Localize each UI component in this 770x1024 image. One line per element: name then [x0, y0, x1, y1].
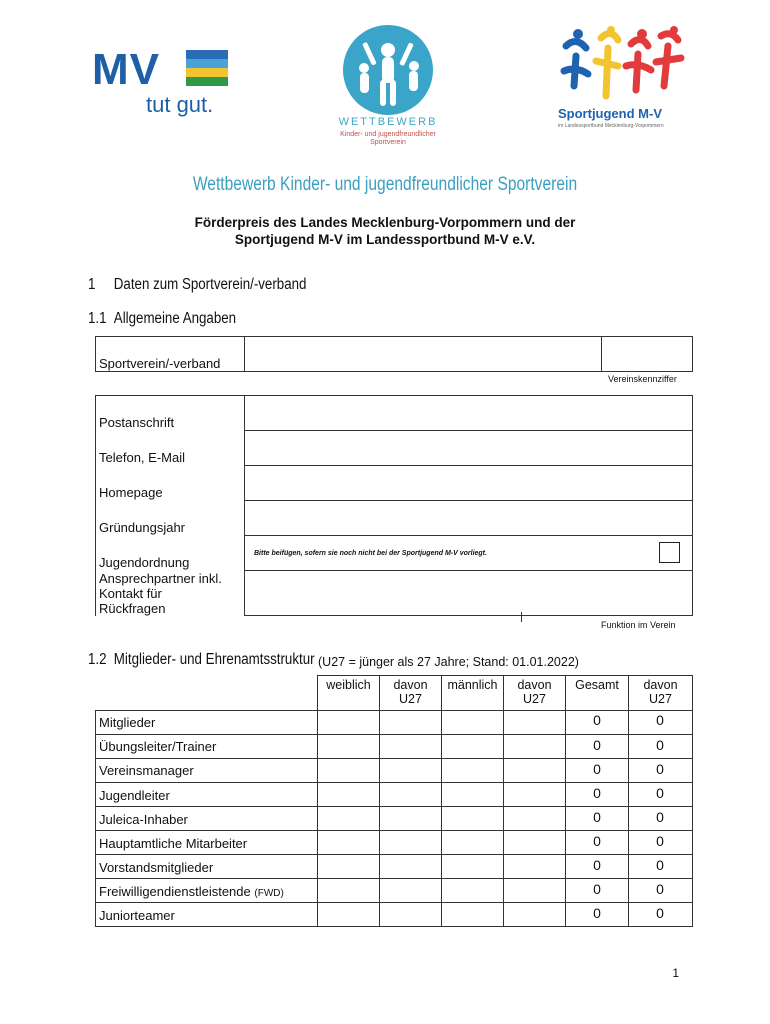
- cell-female-u27-row-6[interactable]: [380, 855, 441, 878]
- cell-female-u27-row-2[interactable]: [380, 759, 441, 782]
- col-header-male-u27: [504, 678, 565, 706]
- contact-label-line-1: Ansprechpartner inkl.: [99, 571, 222, 586]
- wettbewerb-logo: [328, 24, 448, 152]
- row-label-volunteers: [99, 884, 284, 899]
- club-id-field[interactable]: [601, 336, 693, 372]
- row-managers-total-u27: 0: [656, 761, 664, 777]
- wettbewerb-logo-sub2: Sportverein: [370, 139, 406, 146]
- cell-female-row-7[interactable]: [318, 879, 379, 902]
- row-trainers-total-u27: 0: [656, 737, 664, 753]
- row-junior-team-total: 0: [593, 905, 601, 921]
- cell-female-u27-row-4[interactable]: [380, 807, 441, 830]
- row-volunteers-total: 0: [593, 881, 601, 897]
- cell-female-u27-row-8[interactable]: [380, 903, 441, 926]
- document-subtitle: [0, 214, 770, 248]
- homepage-field[interactable]: [245, 466, 692, 500]
- document-title: Wettbewerb Kinder- und jugendfreundlicher Sportverein: [192, 174, 578, 195]
- cell-male-row-2[interactable]: [442, 759, 503, 782]
- contact-field[interactable]: [245, 571, 692, 615]
- section-1-2-heading: [88, 651, 351, 669]
- col-header-male-u27-a: davon: [517, 678, 552, 692]
- wettbewerb-logo-subtitle: [328, 131, 448, 147]
- cell-female-row-2[interactable]: [318, 759, 379, 782]
- col-header-female-u27-b: U27: [399, 692, 422, 706]
- row-juleica-total-u27: 0: [656, 809, 664, 825]
- role-caption: Funktion im Verein: [601, 620, 676, 630]
- row-staff-total: 0: [593, 833, 601, 849]
- col-header-total-u27-a: davon: [643, 678, 678, 692]
- section-1-1-title: Allgemeine Angaben: [113, 310, 237, 327]
- mv-logo-letters: MV: [92, 45, 160, 94]
- row-label-volunteers-text: Freiwilligendienstleistende: [99, 884, 251, 899]
- section-1-2-note: (U27 = jünger als 27 Jahre; Stand: 01.01.2022): [318, 655, 579, 669]
- youth-rules-note: Bitte beifügen, sofern sie noch nicht bei der Sportjugend M-V vorliegt.: [254, 550, 487, 557]
- cell-male-u27-row-3[interactable]: [504, 783, 565, 806]
- wettbewerb-logo-word: WETTBEWERB: [338, 116, 438, 128]
- sportjugend-figures-icon: [556, 26, 688, 104]
- contact-label-line-3: Rückfragen: [99, 601, 166, 616]
- founded-label: Gründungsjahr: [99, 520, 185, 535]
- row-youth-leaders-total-u27: 0: [656, 785, 664, 801]
- section-1-heading: [88, 276, 306, 294]
- youth-rules-label: Jugendordnung: [99, 555, 190, 570]
- row-members-total-u27: 0: [656, 712, 664, 728]
- row-junior-team-total-u27: 0: [656, 905, 664, 921]
- cell-female-row-0[interactable]: [318, 711, 379, 734]
- row-label-trainers: Übungsleiter/Trainer: [99, 739, 217, 754]
- founded-year-field[interactable]: [245, 501, 692, 535]
- section-1-1-heading: [88, 310, 236, 328]
- row-label-managers: Vereinsmanager: [99, 763, 194, 778]
- cell-male-u27-row-4[interactable]: [504, 807, 565, 830]
- page-number: 1: [672, 966, 679, 980]
- cell-female-row-3[interactable]: [318, 783, 379, 806]
- youth-rules-checkbox[interactable]: [659, 542, 680, 563]
- cell-male-u27-row-1[interactable]: [504, 735, 565, 758]
- row-volunteers-total-u27: 0: [656, 881, 664, 897]
- row-juleica-total: 0: [593, 809, 601, 825]
- cell-female-u27-row-3[interactable]: [380, 783, 441, 806]
- row-board-total-u27: 0: [656, 857, 664, 873]
- subtitle-line-1: Förderpreis des Landes Mecklenburg-Vorpommern und der: [194, 215, 576, 230]
- cell-male-row-1[interactable]: [442, 735, 503, 758]
- section-1-title: Daten zum Sportverein/-verband: [113, 276, 307, 293]
- section-1-number: 1: [88, 276, 96, 293]
- row-label-staff: Hauptamtliche Mitarbeiter: [99, 836, 248, 851]
- row-youth-leaders-total: 0: [593, 785, 601, 801]
- cell-male-row-7[interactable]: [442, 879, 503, 902]
- sportjugend-logo: [552, 26, 692, 132]
- row-label-youth-leaders: Jugendleiter: [99, 788, 170, 803]
- cell-female-row-4[interactable]: [318, 807, 379, 830]
- col-header-male-u27-b: U27: [523, 692, 546, 706]
- col-header-female: weiblich: [326, 678, 371, 692]
- cell-female-u27-row-0[interactable]: [380, 711, 441, 734]
- cell-male-u27-row-8[interactable]: [504, 903, 565, 926]
- sportjugend-logo-sub: im Landessportbund Mecklenburg-Vorpommern: [558, 123, 664, 129]
- col-header-female-u27-a: davon: [393, 678, 428, 692]
- col-header-total-u27: [629, 678, 692, 706]
- contact-label-line-2: Kontakt für: [99, 586, 162, 601]
- wettbewerb-logo-sub1: Kinder- und jugendfreundlicher: [340, 131, 436, 138]
- row-trainers-total: 0: [593, 737, 601, 753]
- section-1-1-number: 1.1: [88, 310, 107, 327]
- cell-male-u27-row-7[interactable]: [504, 879, 565, 902]
- row-staff-total-u27: 0: [656, 833, 664, 849]
- section-1-2-number: 1.2: [88, 651, 107, 668]
- club-label: Sportverein/-verband: [99, 356, 221, 371]
- cell-female-row-1[interactable]: [318, 735, 379, 758]
- row-managers-total: 0: [593, 761, 601, 777]
- section-1-2-heading-text: [88, 651, 315, 669]
- cell-male-row-0[interactable]: [442, 711, 503, 734]
- subtitle-line-2: Sportjugend M-V im Landessportbund M-V e.V.: [234, 232, 536, 247]
- cell-male-row-5[interactable]: [442, 831, 503, 854]
- cell-male-u27-row-2[interactable]: [504, 759, 565, 782]
- homepage-label: Homepage: [99, 485, 163, 500]
- cell-female-row-6[interactable]: [318, 855, 379, 878]
- cell-female-u27-row-7[interactable]: [380, 879, 441, 902]
- col-header-male: männlich: [447, 678, 498, 692]
- phone-label: Telefon, E-Mail: [99, 450, 185, 465]
- col-header-total: Gesamt: [575, 678, 619, 692]
- row-label-volunteers-suffix: (FWD): [254, 888, 284, 899]
- mv-logo-tagline: tut gut.: [146, 92, 214, 117]
- club-id-caption: Vereinskennziffer: [608, 374, 677, 384]
- row-board-total: 0: [593, 857, 601, 873]
- mv-flag-icon: [186, 50, 228, 86]
- row-members-total: 0: [593, 712, 601, 728]
- cell-male-u27-row-0[interactable]: [504, 711, 565, 734]
- cell-female-u27-row-5[interactable]: [380, 831, 441, 854]
- row-label-members: Mitglieder: [99, 715, 156, 730]
- cell-male-row-6[interactable]: [442, 855, 503, 878]
- row-label-junior-team: Juniorteamer: [99, 908, 175, 923]
- mv-tut-gut-logo: [92, 45, 232, 120]
- cell-male-row-4[interactable]: [442, 807, 503, 830]
- cell-male-u27-row-6[interactable]: [504, 855, 565, 878]
- cell-male-row-3[interactable]: [442, 783, 503, 806]
- row-label-juleica: Juleica-Inhaber: [99, 812, 188, 827]
- contact-label: [99, 571, 222, 616]
- phone-email-field[interactable]: [245, 431, 692, 465]
- wettbewerb-figures-icon: [342, 24, 434, 116]
- cell-male-u27-row-5[interactable]: [504, 831, 565, 854]
- cell-female-row-5[interactable]: [318, 831, 379, 854]
- sportjugend-logo-name: Sportjugend M-V: [558, 106, 662, 121]
- row-label-board: Vorstandsmitglieder: [99, 860, 214, 875]
- section-1-2-title: Mitglieder- und Ehrenamtsstruktur: [113, 651, 315, 668]
- col-header-female-u27: [380, 678, 441, 706]
- col-header-total-u27-b: U27: [649, 692, 672, 706]
- cell-female-row-8[interactable]: [318, 903, 379, 926]
- cell-male-row-8[interactable]: [442, 903, 503, 926]
- club-name-field[interactable]: [244, 336, 602, 372]
- postal-label: Postanschrift: [99, 415, 175, 430]
- cell-female-u27-row-1[interactable]: [380, 735, 441, 758]
- postal-address-field[interactable]: [245, 396, 692, 430]
